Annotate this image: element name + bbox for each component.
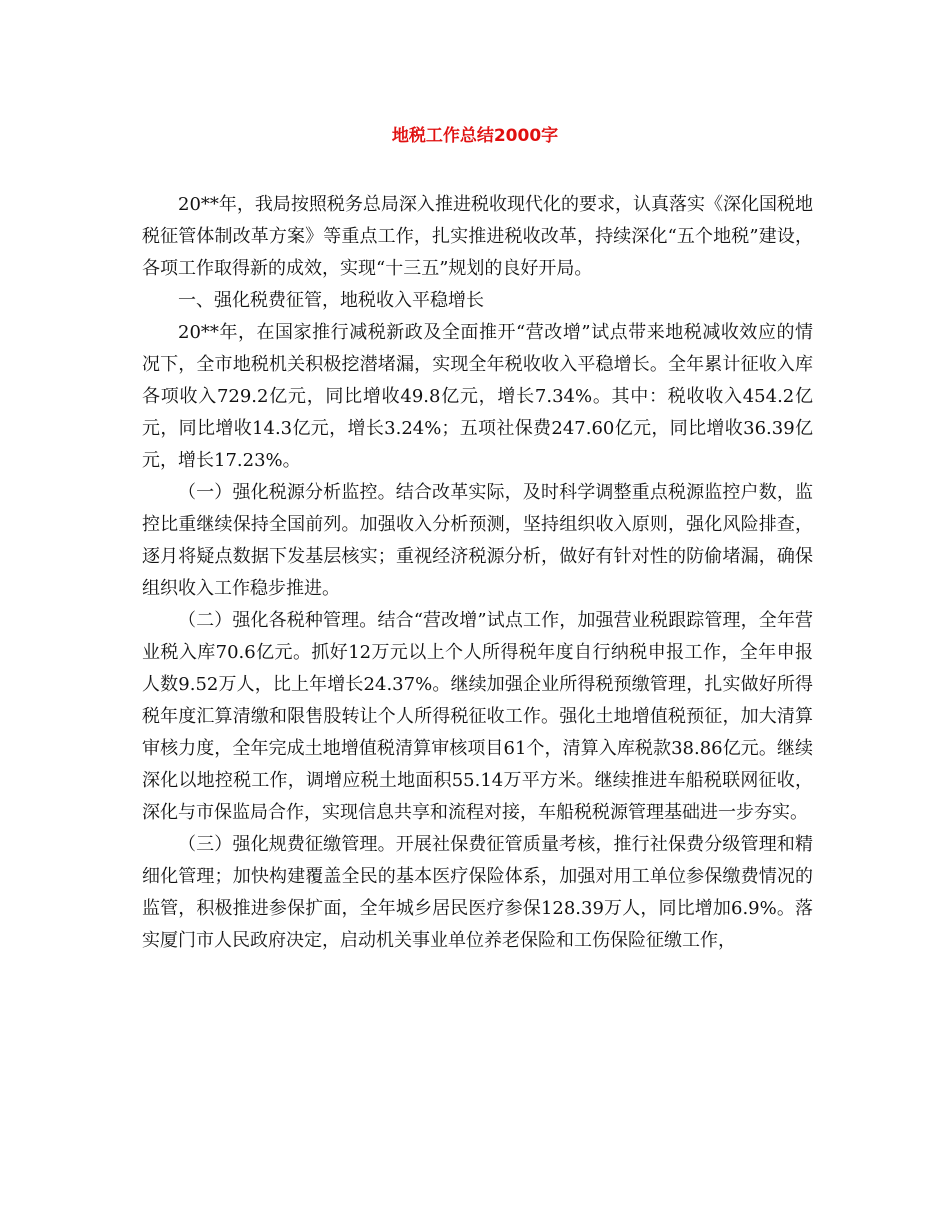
paragraph-revenue: 20**年，在国家推行减税新政及全面推开“营改增”试点带来地税减收效应的情况下，全市地税机关积极挖潜堵漏，实现全年税收收入平稳增长。全年累计征收入库各项收入729.2亿元，同比增收49.8亿元，增长7.34%。其中：税收收入454.2亿元，同比增收14.3亿元，增长3.24%；五项社保费247.60亿元，同比增收36.39亿元，增长17.23%。 bbox=[142, 322, 813, 471]
paragraph-monitoring: （一）强化税源分析监控。结合改革实际，及时科学调整重点税源监控户数，监控比重继续保持全国前列。加强收入分析预测，坚持组织收入原则，强化风险排查，逐月将疑点数据下发基层核实；重视经济税源分析，做好有针对性的防偷堵漏，确保组织收入工作稳步推进。 bbox=[142, 482, 813, 599]
document-body bbox=[142, 189, 813, 957]
section-heading: 一、强化税费征管，地税收入平稳增长 bbox=[178, 290, 484, 311]
document-title: 地税工作总结2000字 bbox=[391, 126, 559, 146]
paragraph-intro: 20**年，我局按照税务总局深入推进税收现代化的要求，认真落实《深化国税地税征管体制改革方案》等重点工作，扎实推进税收改革，持续深化“五个地税”建设，各项工作取得新的成效，实现“十三五”规划的良好开局。 bbox=[142, 194, 813, 279]
paragraph-tax-types: （二）强化各税种管理。结合“营改增”试点工作，加强营业税跟踪管理，全年营业税入库70.6亿元。抓好12万元以上个人所得税年度自行纳税申报工作，全年申报人数9.52万人，比上年增长24.37%。继续加强企业所得税预缴管理，扎实做好所得税年度汇算清缴和限售股转让个人所得税征收工作。强化土地增值税预征，加大清算审核力度，全年完成土地增值税清算审核项目61个，清算入库税款38.86亿元。继续深化以地控税工作，调增应税土地面积55.14万平方米。继续推进车船税联网征收，深化与市保监局合作，实现信息共享和流程对接，车船税税源管理基础进一步夯实。 bbox=[142, 610, 813, 823]
paragraph-fees: （三）强化规费征缴管理。开展社保费征管质量考核，推行社保费分级管理和精细化管理；加快构建覆盖全民的基本医疗保险体系，加强对用工单位参保缴费情况的监管，积极推进参保扩面，全年城乡居民医疗参保128.39万人，同比增加6.9%。落实厦门市人民政府决定，启动机关事业单位养老保险和工伤保险征缴工作， bbox=[142, 834, 813, 951]
